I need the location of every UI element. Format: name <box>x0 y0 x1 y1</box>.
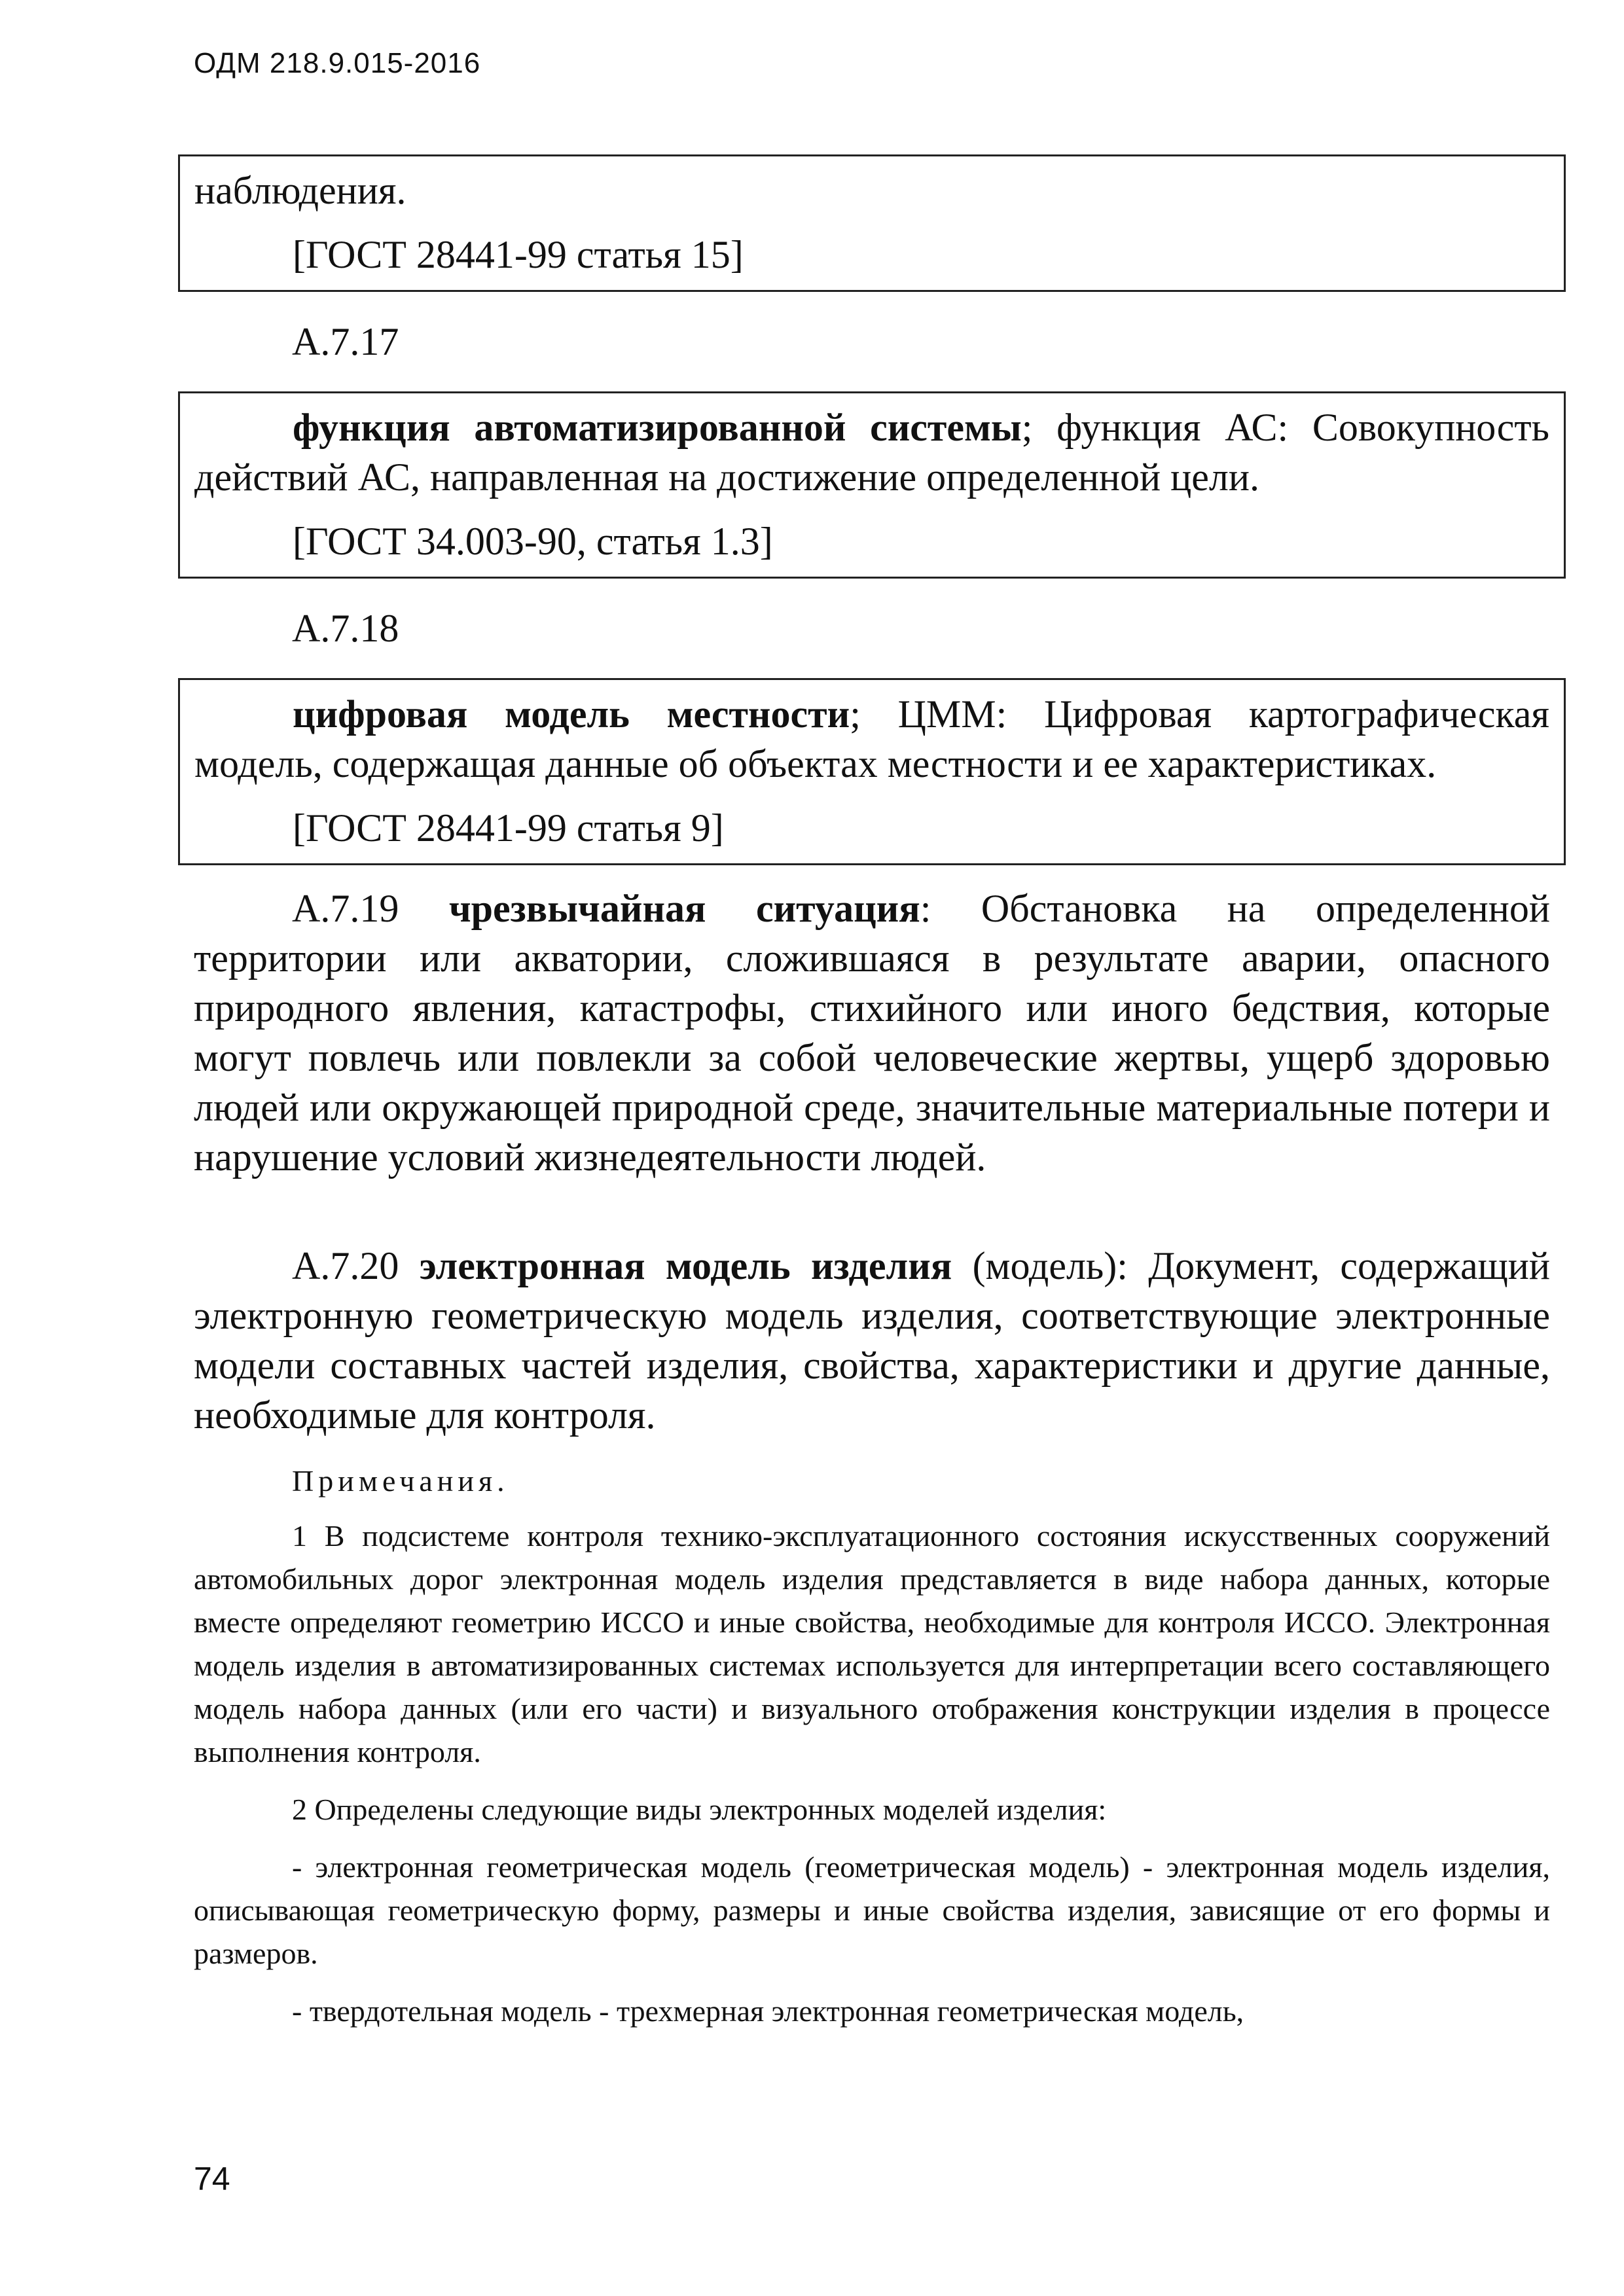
box-text-line: наблюдения. <box>194 169 406 212</box>
section-label-a717: А.7.17 <box>292 320 399 363</box>
definition-source-reference: [ГОСТ 34.003-90, статья 1.3] <box>293 520 773 563</box>
note-item-4: - твердотельная модель - трехмерная электронная геометрическая модель, <box>292 1994 1244 2028</box>
notes-section <box>178 1460 1566 2033</box>
page-number: 74 <box>194 2161 230 2197</box>
definition-a719 <box>178 884 1566 1182</box>
term-bold: чрезвычайная ситуация <box>448 887 920 930</box>
term-bold: функция автоматизированной системы <box>293 406 1022 449</box>
section-number: А.7.19 <box>292 887 399 930</box>
definition-body: ; функция АС: Совокупность действий АС, направленная на достижение определенной цели. <box>194 406 1550 499</box>
definition-text <box>194 403 1549 502</box>
definition-box-continuation <box>178 154 1566 292</box>
definition-body: : Обстановка на определенной территории или акватории, сложившаяся в результате аварии, опасного природного явления, катастрофы, стихийного или иного бедствия, которые могут повлечь или повлекли за собой человеческие жертвы, ущерб здоровью людей или окружающей природной среде, значительные материальные потери и нарушение условий жизнедеятельности людей. <box>194 887 1550 1179</box>
definition-box-a718 <box>178 678 1566 865</box>
definition-a720 <box>178 1241 1566 1440</box>
box-source-reference: [ГОСТ 28441-99 статья 15] <box>293 233 744 276</box>
note-item-1: 1 В подсистеме контроля технико-эксплуатационного состояния искусственных сооружений автомобильных дорог электронная модель изделия представляется в виде набора данных, которые вместе определяют геометрию ИССО и иные свойства, необходимые для контроля ИССО. Электронная модель изделия в автоматизированных системах используется для интерпретации всего составляющего модель набора данных (или его части) и визуального отображения конструкции изделия в процессе выполнения контроля. <box>194 1519 1550 1768</box>
definition-source-reference: [ГОСТ 28441-99 статья 9] <box>293 806 724 850</box>
section-label-a718: А.7.18 <box>292 607 399 650</box>
term-bold: электронная модель изделия <box>419 1244 952 1287</box>
definition-box-a717 <box>178 391 1566 579</box>
note-item-3: - электронная геометрическая модель (геометрическая модель) - электронная модель изделия, описывающая геометрическую форму, размеры и иные свойства изделия, зависящие от его формы и размеров. <box>194 1850 1550 1970</box>
page-content <box>178 154 1566 2047</box>
notes-title: Примечания. <box>292 1464 509 1498</box>
definition-body: (модель): Документ, содержащий электронную геометрическую модель изделия, соответствующие электронные модели составных частей изделия, свойства, характеристики и другие данные, необходимые для контроля. <box>194 1244 1550 1437</box>
document-code-header: ОДМ 218.9.015-2016 <box>194 47 481 79</box>
note-item-2: 2 Определены следующие виды электронных моделей изделия: <box>292 1793 1107 1826</box>
section-number: А.7.20 <box>292 1244 399 1287</box>
term-bold: цифровая модель местности <box>293 692 850 736</box>
definition-text <box>194 689 1549 789</box>
definition-body: ; ЦММ: Цифровая картографическая модель, содержащая данные об объектах местности и ее характеристиках. <box>194 692 1550 785</box>
